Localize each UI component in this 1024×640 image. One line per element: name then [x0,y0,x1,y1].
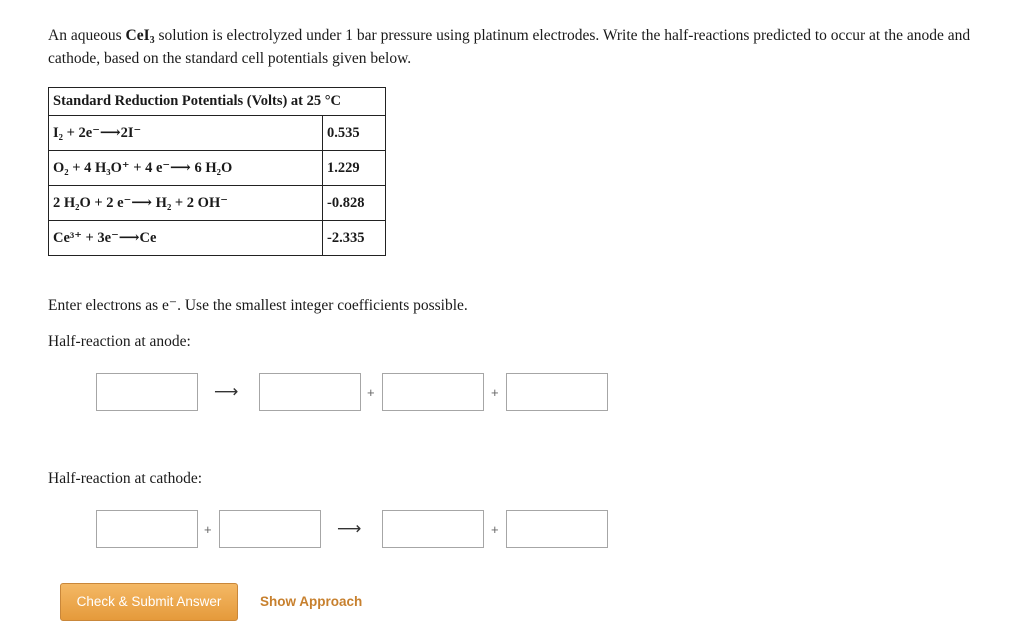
anode-product-2-input[interactable] [382,373,484,411]
check-submit-button[interactable]: Check & Submit Answer [60,583,238,621]
anode-arrow-icon: ⟶ [214,382,239,402]
table-header: Standard Reduction Potentials (Volts) at 25 °C [49,88,386,116]
show-approach-link[interactable]: Show Approach [260,594,363,609]
table-row [49,186,386,221]
plus-icon: + [367,385,375,400]
potential-cell: -0.828 [323,186,386,221]
cathode-reactant-1-input[interactable] [96,510,198,548]
plus-icon: + [491,385,499,400]
table-row [49,151,386,186]
cathode-reactant-2-input[interactable] [219,510,321,548]
anode-label: Half-reaction at anode: [48,333,191,350]
reaction-cell: Ce³⁺ + 3e⁻⟶Ce [49,221,323,256]
potential-cell: 1.229 [323,151,386,186]
question-body: solution is electrolyzed under 1 bar pressure using platinum electrodes. Write the half-reactions predicted to occur at the anode and cathode, based on the standard cell potentials given below. [48,27,971,67]
anode-electron-input[interactable] [506,373,608,411]
reaction-cell: O₂ + 4 H₃O⁺ + 4 e⁻⟶ 6 H₂O [49,151,323,186]
plus-icon: + [491,522,499,537]
compound-base: CeI [125,27,150,44]
cathode-label: Half-reaction at cathode: [48,470,203,487]
question-text [48,24,978,70]
compound-subscript: 3 [149,35,155,46]
cathode-product-1-input[interactable] [382,510,484,548]
reduction-potentials-table [48,87,386,256]
potential-cell: 0.535 [323,116,386,151]
anode-product-1-input[interactable] [259,373,361,411]
reaction-cell: I₂ + 2e⁻⟶2I⁻ [49,116,323,151]
plus-icon: + [204,522,212,537]
cathode-product-2-input[interactable] [506,510,608,548]
question-intro: An aqueous [48,27,126,44]
table-row [49,116,386,151]
reaction-cell: 2 H₂O + 2 e⁻⟶ H₂ + 2 OH⁻ [49,186,323,221]
anode-reactant-input[interactable] [96,373,198,411]
table-row [49,221,386,256]
table-header-row [49,88,386,116]
potential-cell: -2.335 [323,221,386,256]
cathode-arrow-icon: ⟶ [337,519,362,539]
compound-formula [126,27,155,44]
instruction-text: Enter electrons as e⁻. Use the smallest integer coefficients possible. [48,297,468,314]
